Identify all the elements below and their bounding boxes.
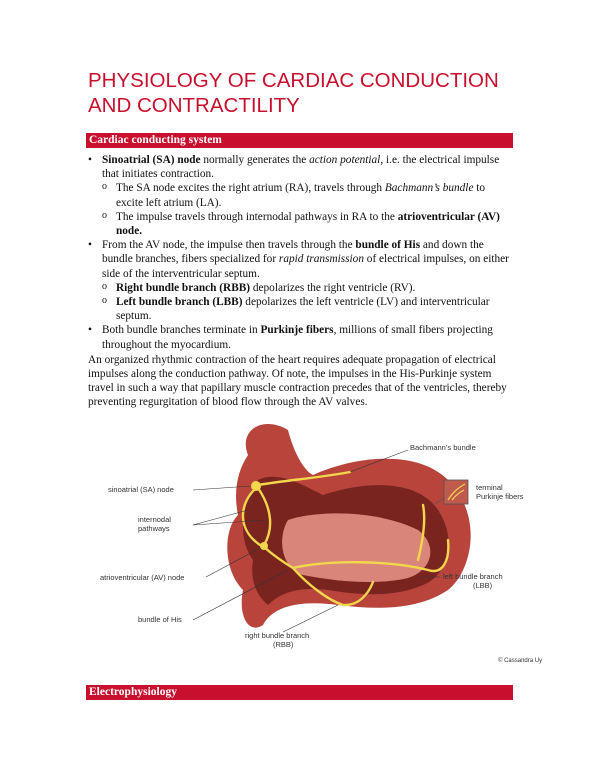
section-header-conducting-system: Cardiac conducting system	[86, 133, 513, 148]
label-terminal-2: Purkinje fibers	[476, 492, 524, 501]
text: and down the bundle branches, fibers specialized for	[102, 239, 484, 266]
subbullet-rbb	[88, 281, 513, 295]
label-rbb-1: right bundle branch	[245, 631, 310, 640]
term-bundle-of-his: bundle of His	[355, 239, 421, 252]
bullet-sa-node	[88, 153, 513, 181]
text: The impulse travels through internodal pathways in RA to the	[116, 210, 398, 223]
title-line-1: PHYSIOLOGY OF CARDIAC CONDUCTION	[88, 69, 499, 92]
subbullet-internodal-pathways	[88, 210, 513, 238]
leader-rbb	[283, 605, 338, 632]
text: , millions of small fibers projecting throughout the myocardium.	[102, 324, 493, 351]
term-rbb: Right bundle branch (RBB)	[116, 281, 251, 294]
section-header-electrophysiology: Electrophysiology	[86, 685, 513, 700]
label-rbb-2: (RBB)	[273, 640, 294, 649]
term-av-node: atrioventricular (AV) node.	[116, 210, 500, 238]
subbullet-sa-excites-ra	[88, 181, 513, 209]
heart-diagram	[88, 410, 548, 670]
text: , i.e. the electrical impulse that initiates contraction.	[102, 154, 500, 181]
text: The SA node excites the right atrium (RA), travels through	[116, 182, 385, 195]
label-internodal-2: pathways	[138, 524, 170, 533]
label-bachmanns-bundle: Bachmann’s bundle	[410, 443, 476, 452]
sa-node-marker	[251, 481, 261, 491]
label-sa-node: sinoatrial (SA) node	[108, 485, 174, 494]
term-bachmanns-bundle: Bachmann’s bundle	[384, 182, 474, 195]
av-node-marker	[260, 542, 268, 550]
heart-conduction-figure	[88, 410, 548, 670]
term-action-potential: action potential	[309, 154, 381, 166]
term-rapid-transmission: rapid transmission	[278, 253, 364, 266]
purkinje-inset	[444, 480, 468, 504]
text: From the AV node, the impulse then travels through the	[102, 239, 356, 252]
text: depolarizes the right ventricle (RV).	[250, 281, 416, 294]
figure-credit: © Cassandra Uy	[498, 658, 543, 664]
page-title	[88, 68, 528, 118]
label-bundle-of-his: bundle of His	[138, 615, 182, 624]
label-internodal-1: internodal	[138, 515, 171, 524]
text: of electrical impulses, on either side of the interventricular septum.	[102, 253, 509, 280]
subbullet-lbb	[88, 295, 513, 323]
document-body	[88, 153, 513, 410]
text: Both bundle branches terminate in	[102, 324, 261, 337]
text: normally generates the	[200, 154, 310, 166]
bullet-purkinje	[88, 323, 513, 351]
text: depolarizes the left ventricle (LV) and interventricular septum.	[116, 296, 490, 323]
label-lbb-1: left bundle branch	[443, 572, 503, 581]
term-sa-node: Sinoatrial (SA) node	[102, 154, 201, 166]
body-paragraph: An organized rhythmic contraction of the heart requires adequate propagation of electrical impulses along the conduction pathway. Of note, the impulses in the His-Purkinje system travel in such a way that papillary muscle contraction precedes that of the ventricles, thereby preventing regurgitation of blood flow through the AV valves.	[88, 353, 507, 409]
bullet-av-node	[88, 238, 513, 281]
label-terminal-1: terminal	[476, 483, 503, 492]
label-lbb-2: (LBB)	[473, 581, 493, 590]
term-purkinje-fibers: Purkinje fibers	[260, 324, 334, 337]
text: to excite left atrium (LA).	[116, 182, 486, 209]
title-line-2: AND CONTRACTILITY	[88, 94, 300, 117]
label-av-node: atrioventricular (AV) node	[100, 573, 185, 582]
term-lbb: Left bundle branch (LBB)	[116, 296, 243, 309]
